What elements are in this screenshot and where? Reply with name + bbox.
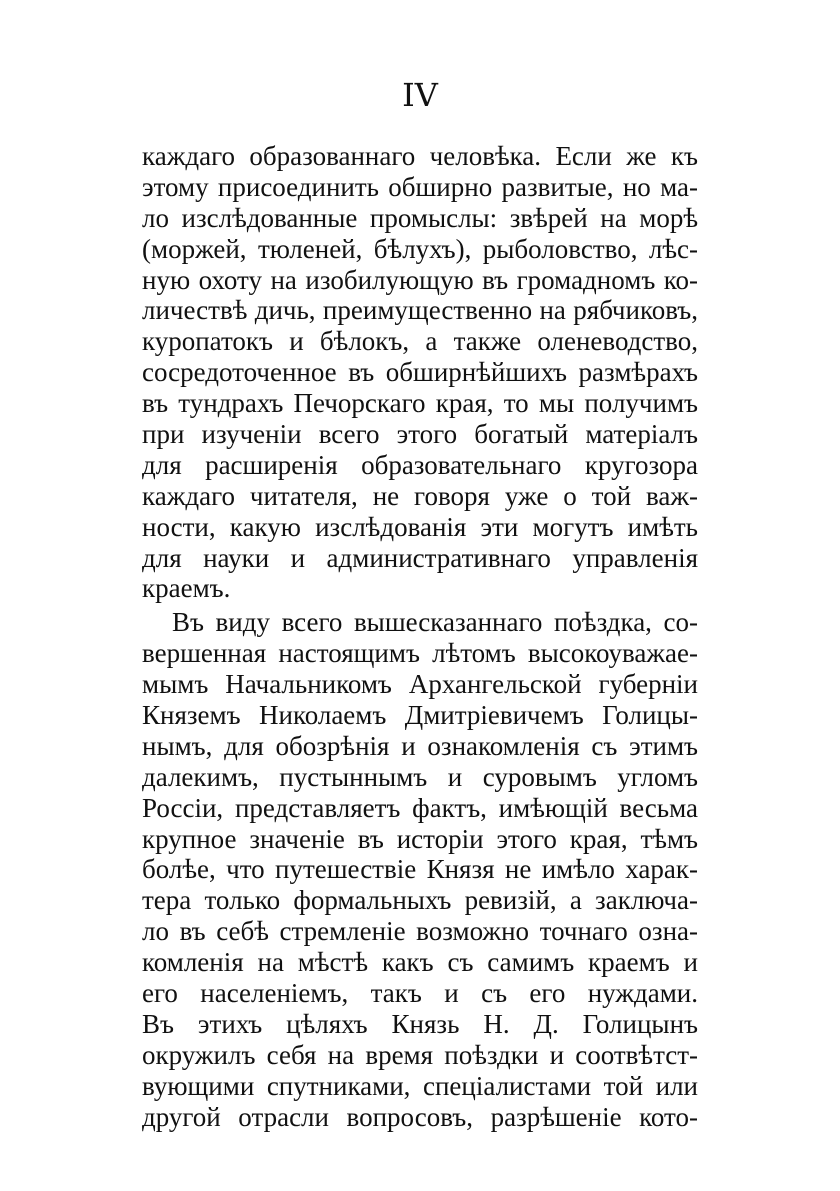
text-line: этому присоединить обширно развитые, но ма- (142, 171, 698, 202)
text-line: ную охоту на изобилующую въ громадномъ ко- (142, 264, 698, 295)
text-line: каждаго читателя, не говоря уже о той важ- (142, 480, 698, 511)
text-line: окружилъ себя на время поѣздки и соотвѣтст- (142, 1039, 698, 1070)
paragraph-2 (142, 607, 698, 1132)
text-line: тера только формальныхъ ревизій, а заключа- (142, 885, 698, 916)
text-line: ности, какую изслѣдованія эти могутъ имѣть (142, 511, 698, 542)
text-line: (моржей, тюленей, бѣлухъ), рыболовство, лѣс- (142, 233, 698, 264)
text-line: его населеніемъ, такъ и съ его нуждами. (142, 978, 698, 1009)
text-line: Княземъ Николаемъ Дмитріевичемъ Голицы- (142, 700, 698, 731)
text-line: каждаго образованнаго человѣка. Если же къ (142, 141, 698, 171)
text-line: крупное значеніе въ исторіи этого края, тѣмъ (142, 823, 698, 854)
text-line: краемъ. (142, 573, 231, 604)
text-line: нымъ, для обозрѣнія и ознакомленія съ этимъ (142, 730, 698, 761)
text-line: мымъ Начальникомъ Архангельской губерніи (142, 669, 698, 700)
text-line: вующими спутниками, спеціалистами той или (142, 1070, 698, 1101)
page-number: IV (402, 76, 438, 114)
text-line: при изученіи всего этого богатый матеріалъ (142, 419, 698, 450)
text-line: далекимъ, пустыннымъ и суровымъ угломъ (142, 761, 698, 792)
text-line: ло изслѣдованные промыслы: звѣрей на морѣ (142, 202, 698, 233)
text-line: личествѣ дичь, преимущественно на рябчиковъ, (142, 295, 698, 326)
text-line: Въ виду всего вышесказаннаго поѣздка, со- (172, 607, 698, 638)
text-line: вершенная настоящимъ лѣтомъ высокоуважае- (142, 638, 698, 669)
text-line: въ тундрахъ Печорскаго края, то мы получимъ (142, 388, 698, 419)
paragraph-1 (142, 141, 698, 604)
text-line: ло въ себѣ стремленіе возможно точнаго озна- (142, 916, 698, 947)
text-line: Россіи, представляетъ фактъ, имѣющій весьма (142, 792, 698, 823)
text-line: сосредоточенное въ обширнѣйшихъ размѣрахъ (142, 357, 698, 388)
text-line: для науки и административнаго управленія (142, 542, 698, 573)
text-line: болѣе, что путешествіе Князя не имѣло харак- (142, 854, 698, 885)
text-line: комленія на мѣстѣ какъ съ самимъ краемъ и (142, 947, 698, 978)
text-line: Въ этихъ цѣляхъ Князь Н. Д. Голицынъ (142, 1008, 698, 1039)
text-line: для расширенія образовательнаго кругозора (142, 449, 698, 480)
body-text (142, 141, 698, 1133)
text-line: другой отрасли вопросовъ, разрѣшеніе кото- (142, 1101, 698, 1132)
text-line: куропатокъ и бѣлокъ, а также оленеводство, (142, 326, 698, 357)
